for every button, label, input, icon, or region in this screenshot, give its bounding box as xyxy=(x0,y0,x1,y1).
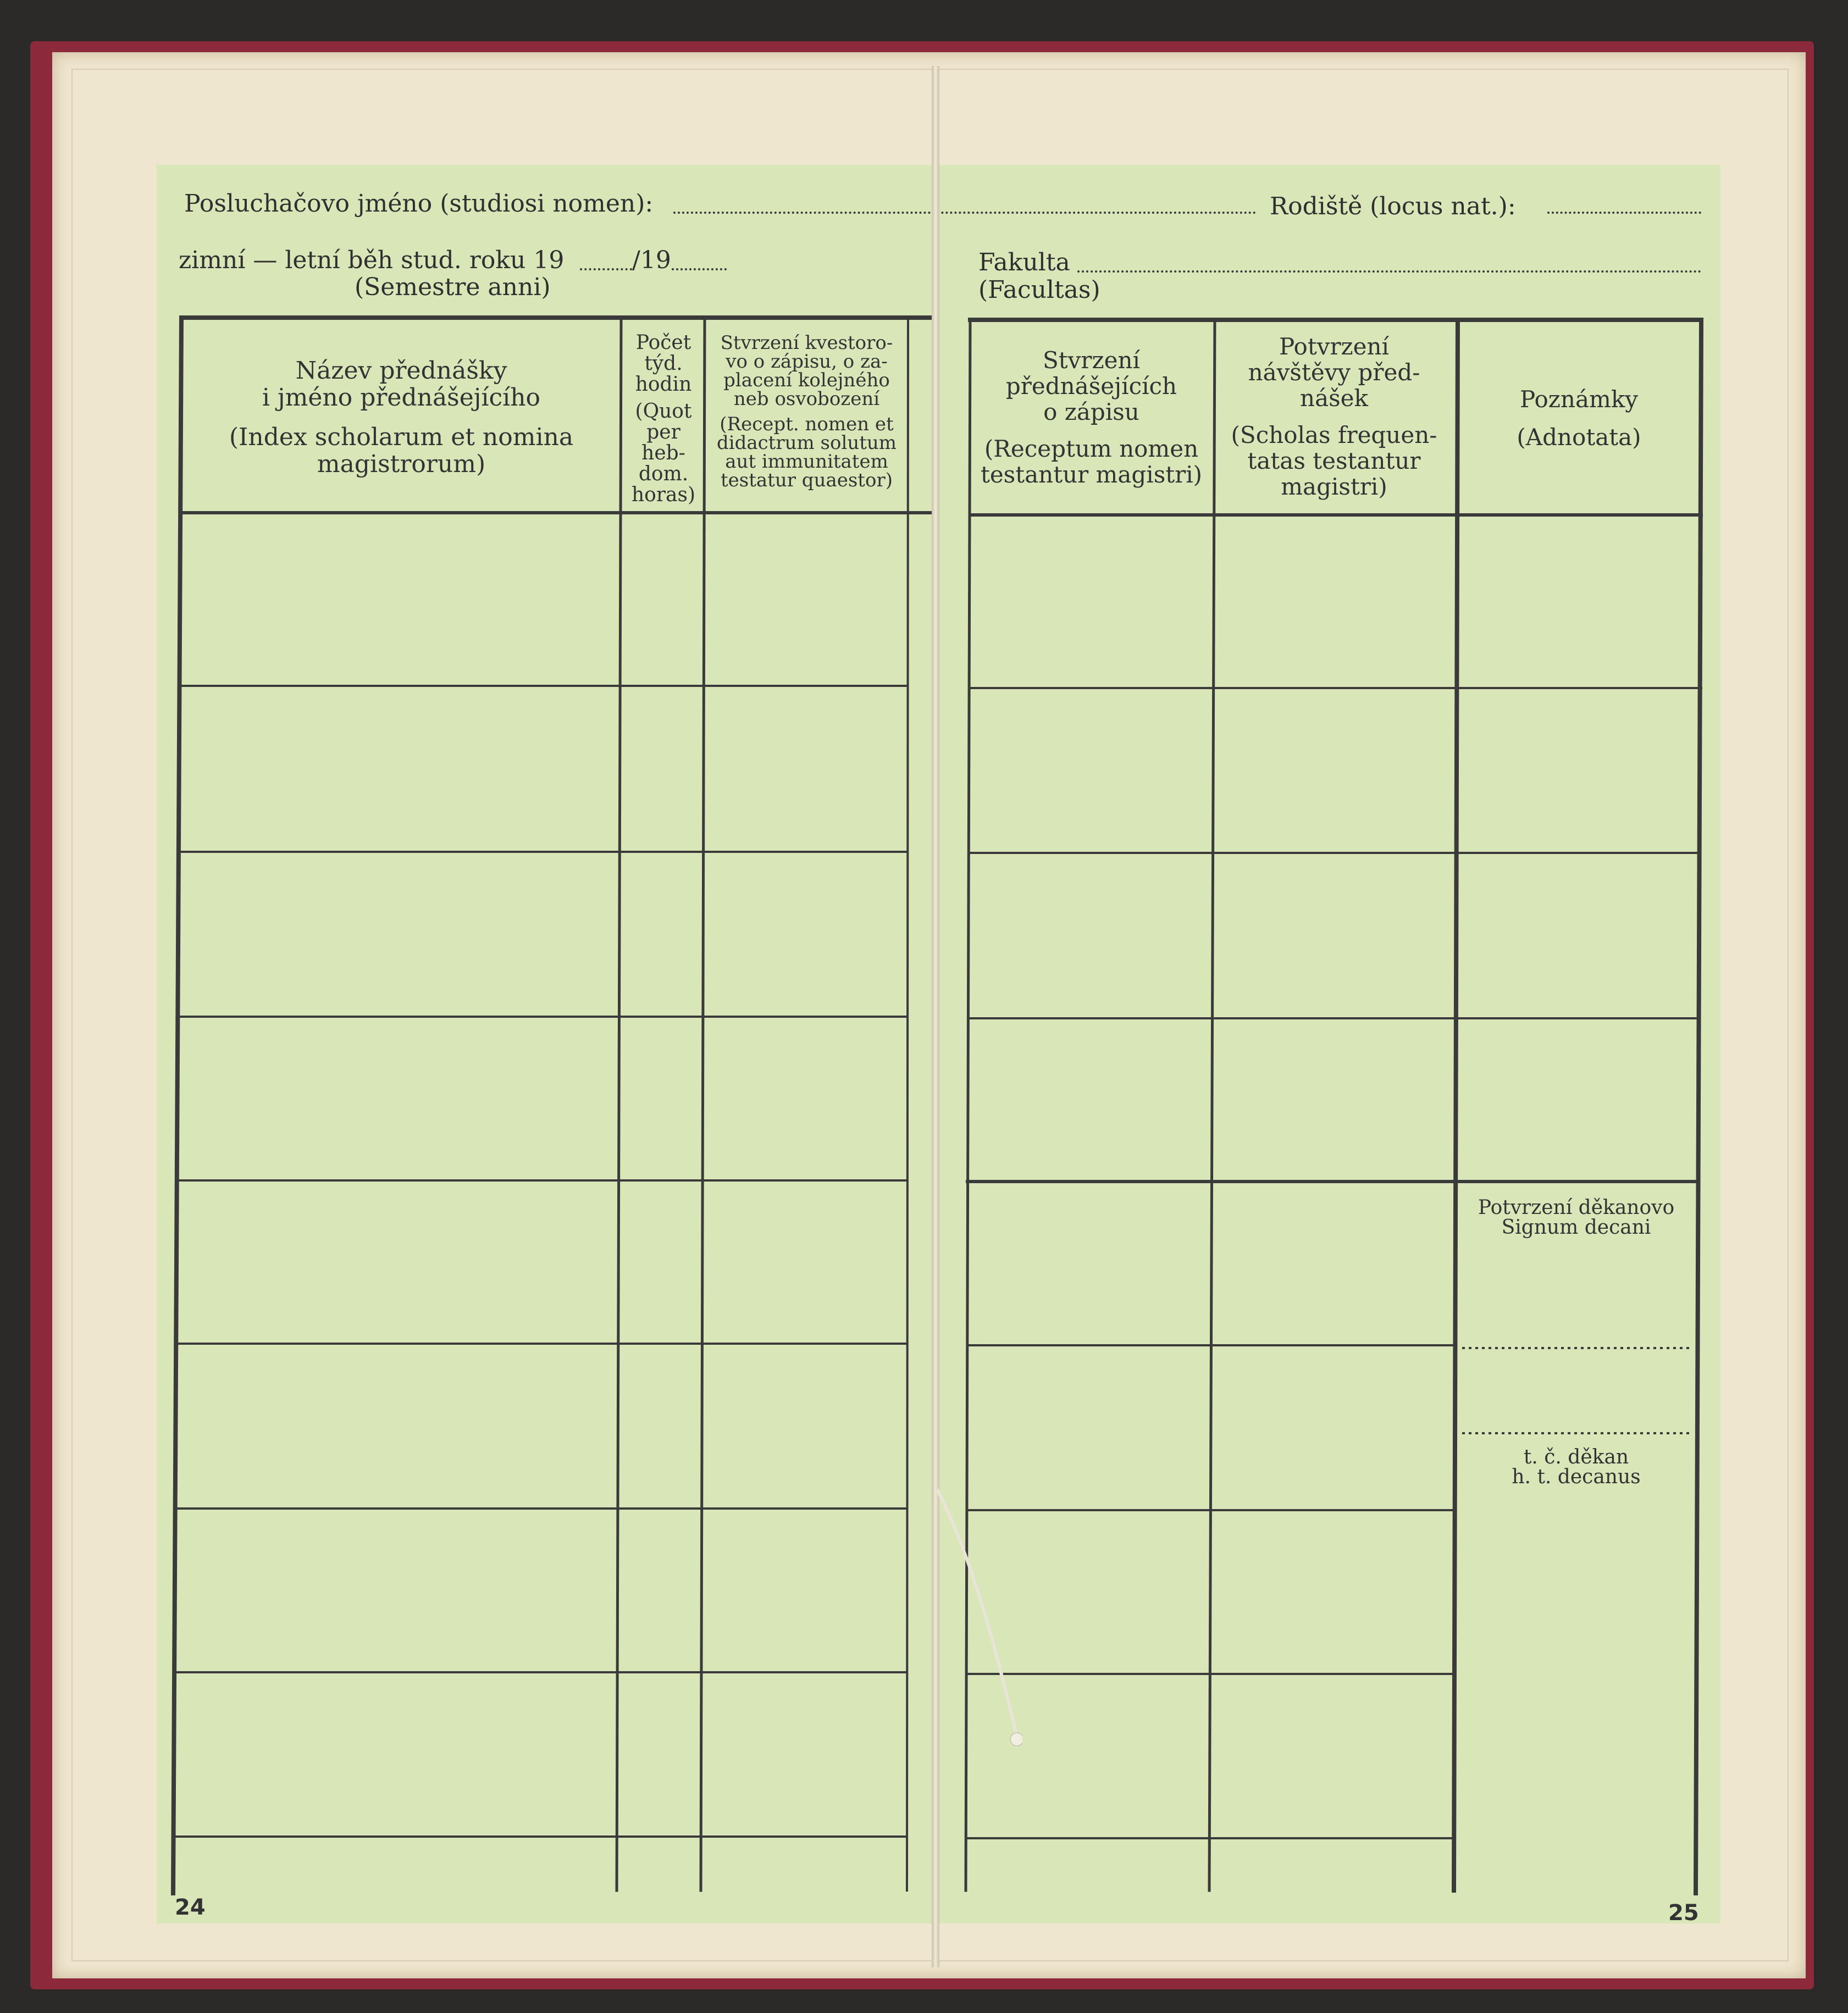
dean-sign-cz: t. č. děkan xyxy=(1523,1446,1629,1468)
lecture-column-header xyxy=(184,357,618,478)
attendance-header-la-line-2: tatas testantur xyxy=(1247,447,1421,475)
dean-signature-caption xyxy=(1459,1448,1693,1487)
attendance-header-cz-line-3: nášek xyxy=(1300,385,1368,412)
student-name-label: Posluchačovo jméno (studiosi nomen): xyxy=(184,190,654,218)
hours-header-la-line-1: (Quot xyxy=(635,400,692,423)
lecturers-header-cz-line-2: přednášejících xyxy=(1005,373,1177,400)
hours-header-cz-line-2: týd. xyxy=(644,352,683,375)
page-number-left: 24 xyxy=(175,1895,206,1920)
lecturers-header-la-line-2: testantur magistri) xyxy=(980,461,1203,489)
notes-header-la: (Adnotata) xyxy=(1517,424,1641,451)
lecture-header-cz-line-2: i jméno přednášejícího xyxy=(262,384,541,412)
hours-header-la-line-3: heb- xyxy=(641,441,685,464)
hours-column-header xyxy=(623,332,704,505)
lecturers-header-cz-line-1: Stvrzení xyxy=(1043,347,1140,374)
lecturers-column-header xyxy=(972,347,1211,487)
dean-sign-la: h. t. decanus xyxy=(1512,1466,1641,1488)
notes-column-header xyxy=(1459,386,1698,450)
quaestor-header-la-line-3: aut immunitatem xyxy=(725,451,888,473)
hours-header-la-line-5: horas) xyxy=(631,483,696,506)
lecture-header-cz-line-1: Název přednášky xyxy=(295,357,507,385)
semester-label: zimní — letní běh stud. roku 19 xyxy=(179,246,565,274)
faculty-latin-label: (Facultas) xyxy=(978,276,1100,304)
quaestor-column-header xyxy=(706,334,907,490)
hours-header-cz-line-1: Počet xyxy=(635,331,691,354)
page-number-right: 25 xyxy=(1668,1900,1699,1926)
attendance-header-la-line-3: magistri) xyxy=(1281,473,1387,501)
attendance-header-la-line-1: (Scholas frequen- xyxy=(1231,422,1437,449)
quaestor-header-la-line-4: testatur quaestor) xyxy=(721,469,893,491)
hours-header-cz-line-3: hodin xyxy=(635,373,692,396)
birthplace-label: Rodiště (locus nat.): xyxy=(1270,192,1516,220)
dean-title-cz: Potvrzení děkanovo xyxy=(1478,1196,1675,1219)
dean-box-title xyxy=(1459,1198,1693,1238)
dean-title-la: Signum decani xyxy=(1501,1216,1651,1239)
hours-header-la-line-4: dom. xyxy=(638,462,689,485)
lecture-header-la-line-2: magistrorum) xyxy=(317,450,486,478)
binding-thread xyxy=(934,1484,1022,1770)
attendance-header-cz-line-2: návštěvy před- xyxy=(1248,359,1420,386)
faculty-label: Fakulta xyxy=(978,248,1070,276)
notes-header-cz: Poznámky xyxy=(1519,386,1639,413)
quaestor-header-la-line-1: (Recept. nomen et xyxy=(720,413,894,435)
quaestor-header-la-line-2: didactrum solutum xyxy=(716,432,897,454)
semester-separator: /19 xyxy=(632,246,671,274)
hours-header-la-line-2: per xyxy=(646,421,680,444)
lecture-header-la-line-1: (Index scholarum et nomina xyxy=(229,423,574,451)
quaestor-header-cz-line-2: vo o zápisu, o za- xyxy=(726,351,888,373)
semester-latin-label: (Semestre anni) xyxy=(355,273,551,301)
quaestor-header-cz-line-3: placení kolejného xyxy=(723,369,890,391)
lecturers-header-la-line-1: (Receptum nomen xyxy=(984,435,1199,463)
quaestor-header-cz-line-4: neb osvobození xyxy=(733,388,880,410)
attendance-header-cz-line-1: Potvrzení xyxy=(1279,333,1389,360)
lecturers-header-cz-line-3: o zápisu xyxy=(1043,398,1139,426)
quaestor-header-cz-line-1: Stvrzení kvestoro- xyxy=(720,332,893,354)
attendance-column-header xyxy=(1216,334,1452,500)
